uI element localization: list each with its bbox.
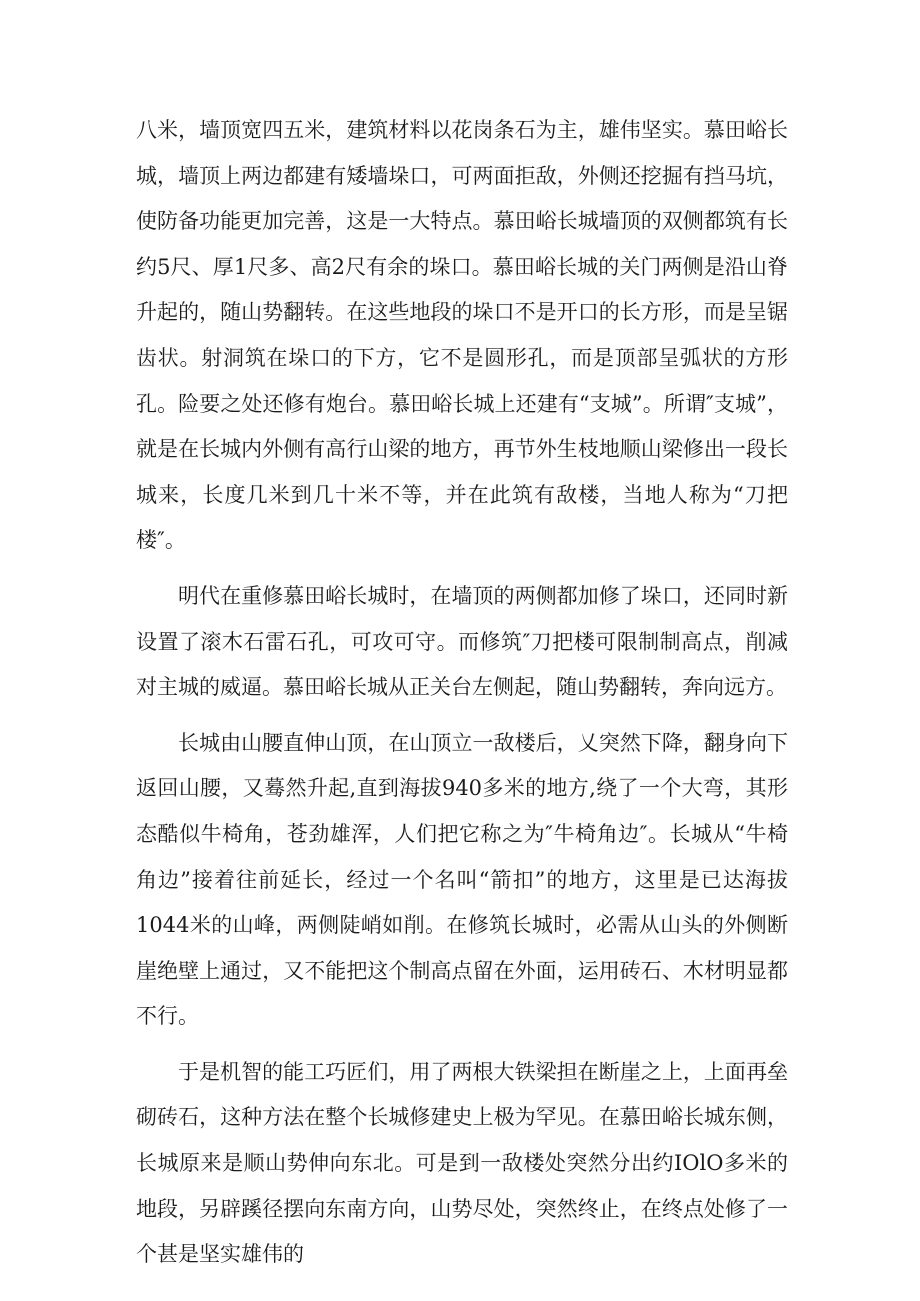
paragraph-3: 长城由山腰直伸山顶，在山顶立一敌楼后，乂突然下降，翻身向下返回山腰，又蓦然升起,直到海拔940多米的地方,绕了一个大弯，其形态酷似牛椅角，苍劲雄浑，人们把它称之为″牛椅角边″。长城从“牛椅角边”接着往前延长，经过一个名叫“箭扣”的地方，这里是已达海拔1044米的山峰，两侧陡峭如削。在修筑长城时，必需从山头的外侧断崖绝壁上通过，又不能把这个制高点留在外面，运用砖石、木材明显都不行。 [136,730,788,1029]
paragraph-2: 明代在重修慕田峪长城时，在墙顶的两侧都加修了垛口，还同时新设置了滚木石雷石孔，可攻可守。而修筑″刀把楼可限制制高点，削减对主城的威逼。慕田峪长城从正关台左侧起，随山势翻转，奔向远方。 [136,583,788,700]
paragraph-1: 八米，墙顶宽四五米，建筑材料以花岗条石为主，雄伟坚实。慕田峪长城，墙顶上两边都建有矮墙垛口，可两面拒敌，外侧还挖掘有挡马坑，使防备功能更加完善，这是一大特点。慕田峪长城墙顶的双侧都筑有长约5尺、厚1尺多、高2尺有余的垛口。慕田峪长城的关门两侧是沿山脊升起的，随山势翻转。在这些地段的垛口不是开口的长方形，而是呈锯齿状。射洞筑在垛口的下方，它不是圆形孔，而是顶部呈弧状的方形孔。险要之处还修有炮台。慕田峪长城上还建有“支城”。所谓″支城”，就是在长城内外侧有高行山梁的地方，再节外生枝地顺山梁修出一段长城来，长度几米到几十米不等，并在此筑有敌楼，当地人称为“刀把楼″。 [136,118,788,553]
document-body [136,108,788,1288]
paragraph-4: 于是机智的能工巧匠们，用了两根大铁梁担在断崖之上，上面再垒砌砖石，这种方法在整个长城修建史上极为罕见。在慕田峪长城东侧，长城原来是顺山势伸向东北。可是到一敌楼处突然分出约IOlO多米的地段，另辟蹊径摆向东南方向，山势尽处，突然终止，在终点处修了一个甚是坚实雄伟的 [136,1059,788,1267]
